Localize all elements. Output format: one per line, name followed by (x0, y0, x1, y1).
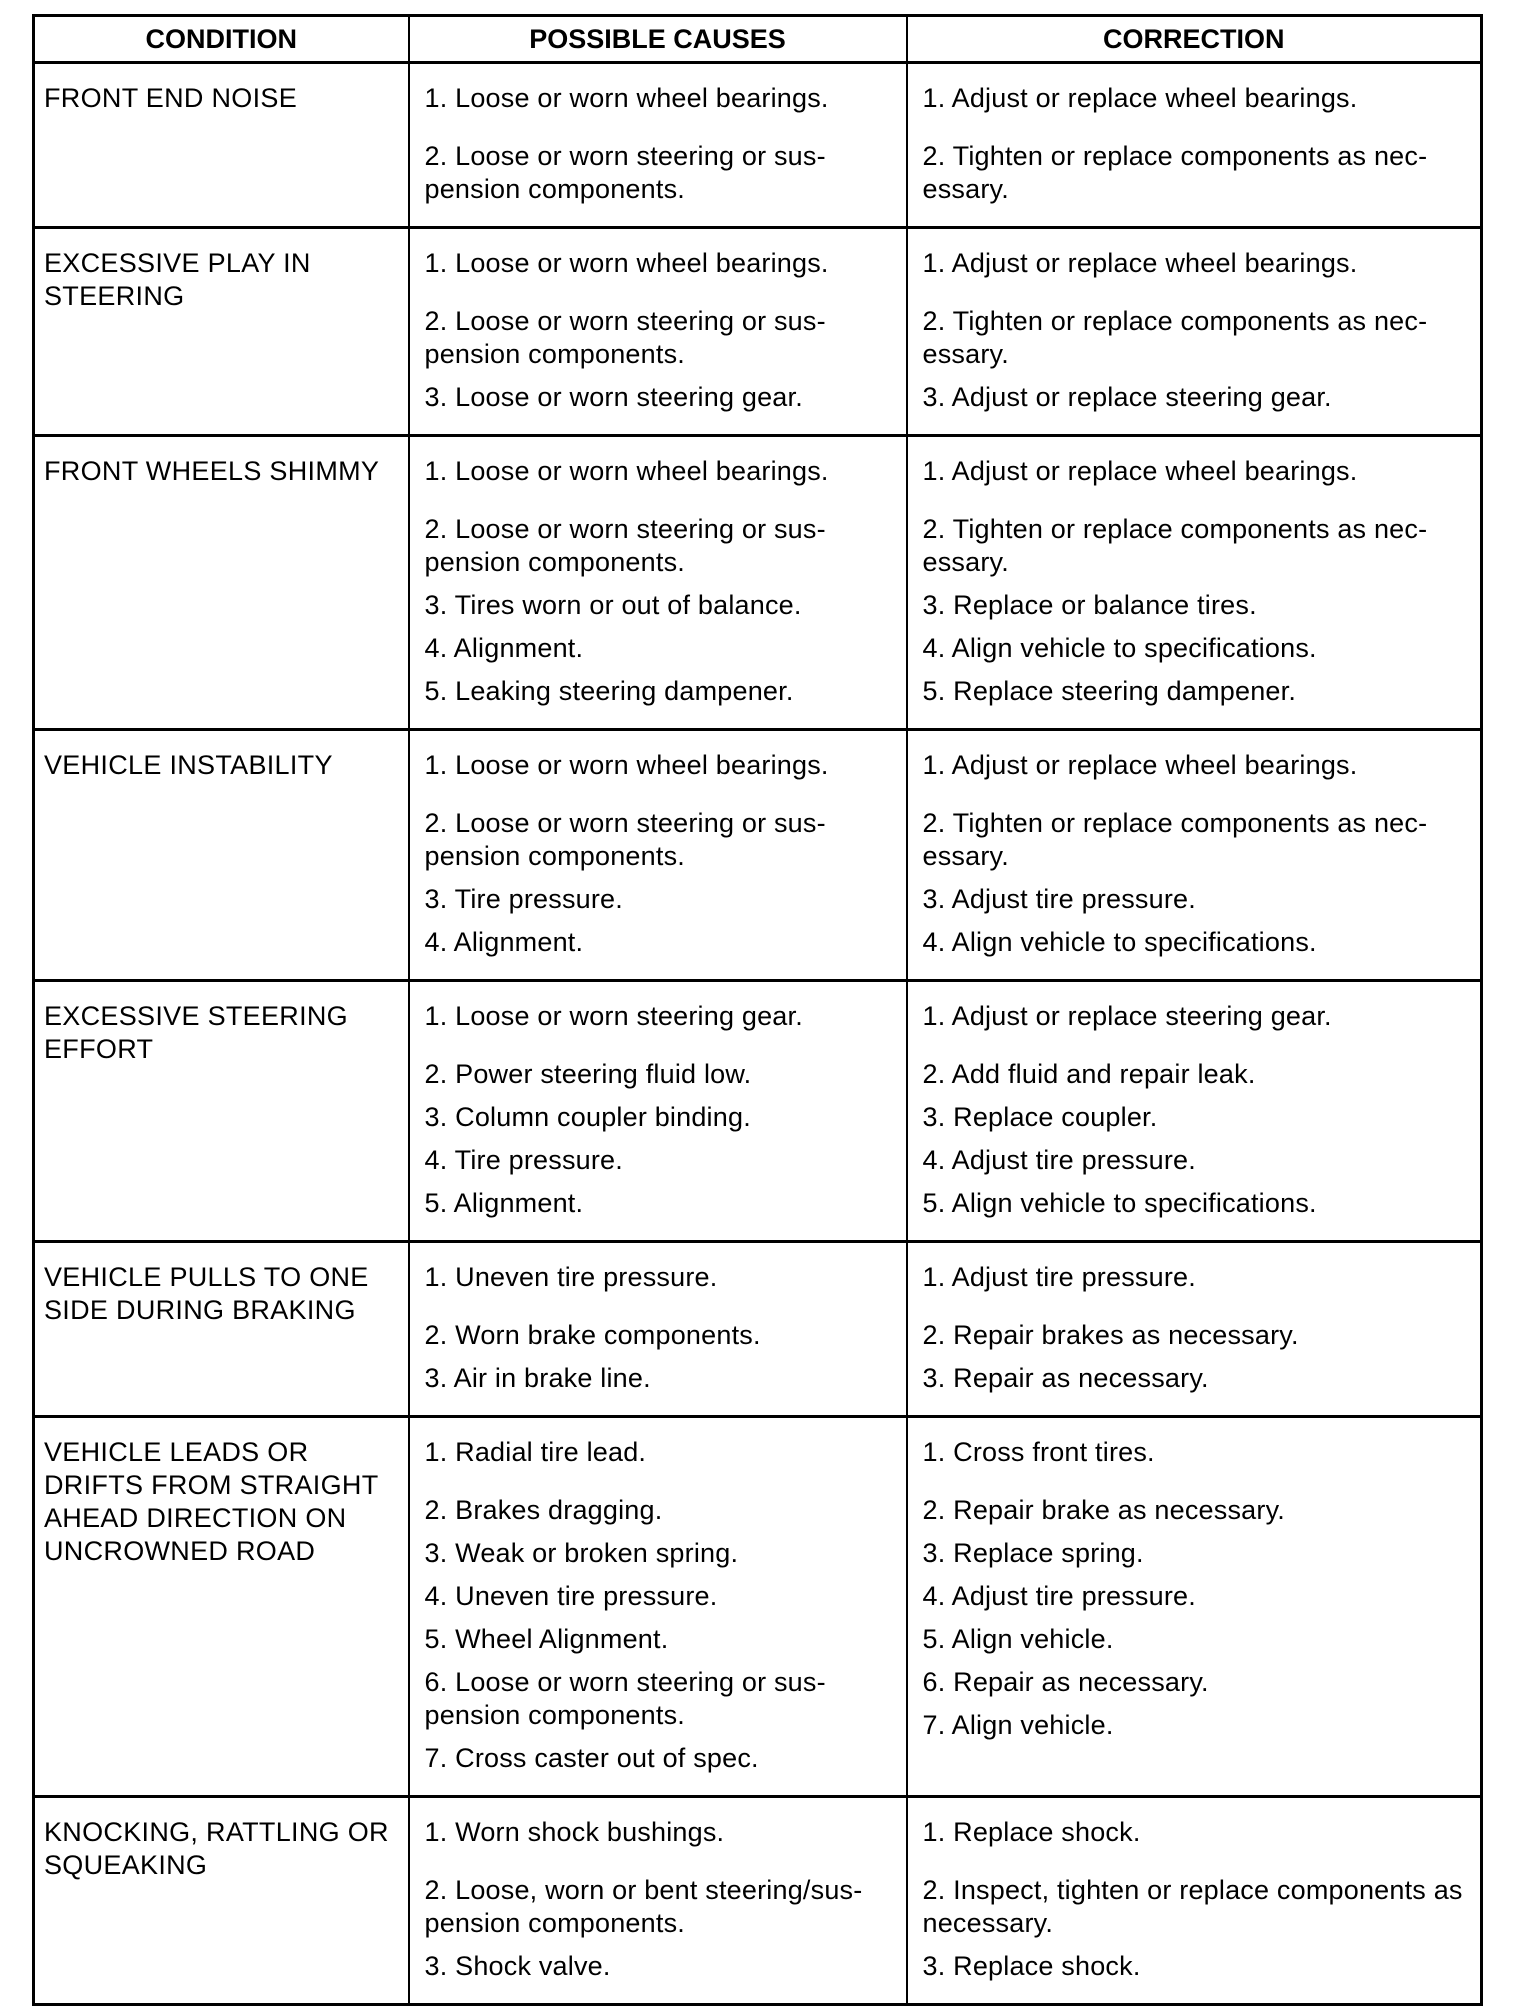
cause-item: 4. Alignment. (424, 633, 584, 663)
correction-item: 2. Tighten or replace components as nec-essary. (922, 808, 1428, 871)
causes-cell (409, 981, 907, 1242)
table-row (34, 228, 1482, 436)
correction-item: 3. Replace or balance tires. (922, 590, 1257, 620)
cause-item: 2. Loose or worn steering or sus-pension components. (424, 514, 826, 577)
cause-item: 1. Radial tire lead. (424, 1437, 647, 1467)
correction-item: 2. Add fluid and repair leak. (922, 1059, 1256, 1089)
condition-cell: FRONT WHEELS SHIMMY (34, 436, 409, 730)
corrections-cell (907, 1242, 1482, 1417)
header-row (34, 16, 1482, 63)
correction-item: 3. Adjust tire pressure. (922, 884, 1196, 914)
header-correction: CORRECTION (907, 16, 1482, 63)
cause-item: 1. Loose or worn wheel bearings. (424, 750, 829, 780)
causes-cell (409, 1797, 907, 2005)
cause-item: 3. Air in brake line. (424, 1363, 651, 1393)
cause-item: 3. Shock valve. (424, 1951, 611, 1981)
table-row (34, 1242, 1482, 1417)
cause-item: 2. Power steering fluid low. (424, 1059, 752, 1089)
correction-item: 2. Tighten or replace components as nec-essary. (922, 514, 1428, 577)
table-row (34, 1417, 1482, 1797)
correction-item: 3. Replace spring. (922, 1538, 1144, 1568)
condition-cell: EXCESSIVE STEERING EFFORT (34, 981, 409, 1242)
table-row (34, 63, 1482, 228)
cause-item: 3. Tires worn or out of balance. (424, 590, 802, 620)
table-row (34, 730, 1482, 981)
correction-item: 2. Tighten or replace components as nec-essary. (922, 141, 1428, 204)
correction-item: 2. Repair brakes as necessary. (922, 1320, 1299, 1350)
cause-item: 3. Loose or worn steering gear. (424, 382, 803, 412)
causes-cell (409, 436, 907, 730)
corrections-cell (907, 63, 1482, 228)
correction-item: 2. Tighten or replace components as nec-essary. (922, 306, 1428, 369)
cause-item: 1. Uneven tire pressure. (424, 1262, 718, 1292)
cause-item: 4. Tire pressure. (424, 1145, 623, 1175)
cause-item: 2. Loose or worn steering or sus-pension components. (424, 141, 826, 204)
causes-cell (409, 730, 907, 981)
corrections-cell (907, 1417, 1482, 1797)
cause-item: 3. Column coupler binding. (424, 1102, 751, 1132)
corrections-cell (907, 436, 1482, 730)
correction-item: 1. Adjust or replace wheel bearings. (922, 456, 1358, 486)
correction-item: 5. Align vehicle. (922, 1624, 1114, 1654)
correction-item: 1. Adjust or replace wheel bearings. (922, 248, 1358, 278)
correction-item: 1. Cross front tires. (922, 1437, 1155, 1467)
cause-item: 1. Loose or worn steering gear. (424, 1001, 803, 1031)
cause-item: 2. Brakes dragging. (424, 1495, 663, 1525)
table-row (34, 1797, 1482, 2005)
cause-item: 6. Loose or worn steering or sus-pension components. (424, 1667, 826, 1730)
condition-cell: VEHICLE INSTABILITY (34, 730, 409, 981)
cause-item: 2. Loose or worn steering or sus-pension components. (424, 808, 826, 871)
cause-item: 2. Loose or worn steering or sus-pension components. (424, 306, 826, 369)
header-possible-causes: POSSIBLE CAUSES (409, 16, 907, 63)
cause-item: 5. Leaking steering dampener. (424, 676, 794, 706)
correction-item: 3. Adjust or replace steering gear. (922, 382, 1332, 412)
table-body (34, 63, 1482, 2005)
correction-item: 2. Repair brake as necessary. (922, 1495, 1285, 1525)
cause-item: 5. Wheel Alignment. (424, 1624, 669, 1654)
diagnosis-document (32, 14, 1480, 2006)
correction-item: 4. Align vehicle to specifications. (922, 927, 1317, 957)
table-row (34, 981, 1482, 1242)
cause-item: 1. Loose or worn wheel bearings. (424, 83, 829, 113)
corrections-cell (907, 981, 1482, 1242)
table-header (34, 16, 1482, 63)
correction-item: 4. Align vehicle to specifications. (922, 633, 1317, 663)
correction-item: 3. Replace coupler. (922, 1102, 1158, 1132)
cause-item: 2. Worn brake components. (424, 1320, 761, 1350)
causes-cell (409, 1417, 907, 1797)
condition-cell: VEHICLE LEADS OR DRIFTS FROM STRAIGHT AHEAD DIRECTION ON UNCROWNED ROAD (34, 1417, 409, 1797)
correction-item: 1. Adjust tire pressure. (922, 1262, 1196, 1292)
cause-item: 3. Tire pressure. (424, 884, 623, 914)
cause-item: 7. Cross caster out of spec. (424, 1743, 759, 1773)
cause-item: 4. Alignment. (424, 927, 584, 957)
condition-cell: KNOCKING, RATTLING OR SQUEAKING (34, 1797, 409, 2005)
diagnosis-table (32, 14, 1483, 2006)
condition-cell: EXCESSIVE PLAY IN STEERING (34, 228, 409, 436)
correction-item: 7. Align vehicle. (922, 1710, 1114, 1740)
causes-cell (409, 63, 907, 228)
correction-item: 3. Replace shock. (922, 1951, 1141, 1981)
cause-item: 3. Weak or broken spring. (424, 1538, 739, 1568)
cause-item: 1. Loose or worn wheel bearings. (424, 456, 829, 486)
corrections-cell (907, 1797, 1482, 2005)
table-row (34, 436, 1482, 730)
corrections-cell (907, 730, 1482, 981)
correction-item: 2. Inspect, tighten or replace components as necessary. (922, 1875, 1463, 1938)
condition-cell: FRONT END NOISE (34, 63, 409, 228)
cause-item: 5. Alignment. (424, 1188, 584, 1218)
correction-item: 5. Replace steering dampener. (922, 676, 1297, 706)
correction-item: 1. Adjust or replace wheel bearings. (922, 83, 1358, 113)
correction-item: 1. Adjust or replace steering gear. (922, 1001, 1332, 1031)
causes-cell (409, 1242, 907, 1417)
correction-item: 4. Adjust tire pressure. (922, 1145, 1196, 1175)
correction-item: 4. Adjust tire pressure. (922, 1581, 1196, 1611)
correction-item: 6. Repair as necessary. (922, 1667, 1209, 1697)
correction-item: 3. Repair as necessary. (922, 1363, 1209, 1393)
cause-item: 2. Loose, worn or bent steering/sus-pension components. (424, 1875, 863, 1938)
cause-item: 1. Loose or worn wheel bearings. (424, 248, 829, 278)
causes-cell (409, 228, 907, 436)
correction-item: 1. Adjust or replace wheel bearings. (922, 750, 1358, 780)
corrections-cell (907, 228, 1482, 436)
cause-item: 1. Worn shock bushings. (424, 1817, 725, 1847)
correction-item: 1. Replace shock. (922, 1817, 1141, 1847)
header-condition: CONDITION (34, 16, 409, 63)
correction-item: 5. Align vehicle to specifications. (922, 1188, 1317, 1218)
cause-item: 4. Uneven tire pressure. (424, 1581, 718, 1611)
condition-cell: VEHICLE PULLS TO ONE SIDE DURING BRAKING (34, 1242, 409, 1417)
